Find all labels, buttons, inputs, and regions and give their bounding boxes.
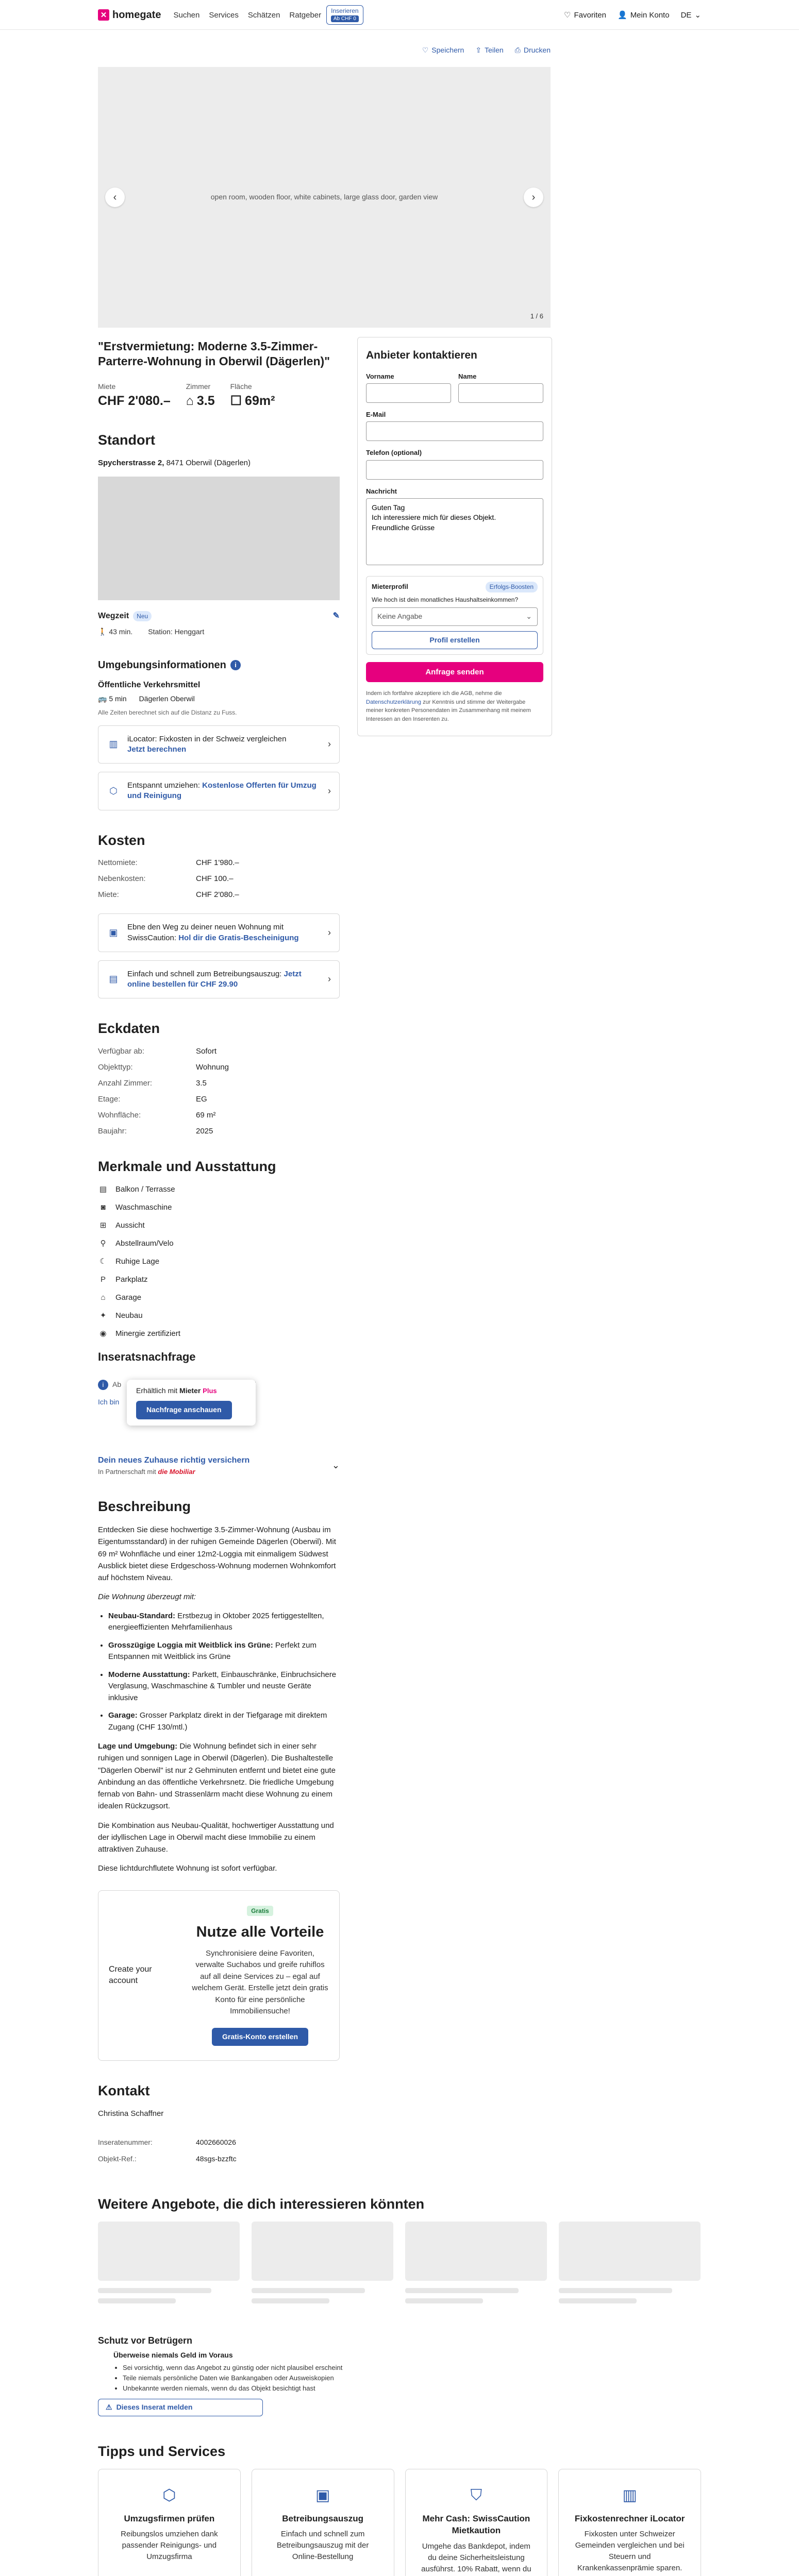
description-bullet (108, 1710, 340, 1733)
tip-title: Fixkostenrechner iLocator (574, 2513, 685, 2523)
description-text (98, 1524, 340, 1875)
nav-ratgeber[interactable] (289, 10, 321, 21)
bullet-bold: Neubau-Standard: (108, 1611, 176, 1620)
card-text: Entspannt umziehen: (127, 781, 200, 790)
feature-item (98, 1328, 340, 1339)
key-facts (98, 382, 340, 410)
nav-suchen[interactable] (173, 10, 199, 21)
nav-label: Ratgeber (289, 10, 322, 20)
tip-title: Umzugsfirmen prüfen (124, 2513, 215, 2523)
feature-label: Garage (115, 1293, 142, 1302)
features-heading: Merkmale und Ausstattung (98, 1159, 276, 1175)
address-city: 8471 Oberwil (Dägerlen) (166, 458, 251, 467)
map-icon: ▥ (622, 2486, 637, 2504)
send-inquiry-button[interactable]: Anfrage senden (366, 662, 543, 682)
swisscaution-card[interactable] (98, 913, 340, 952)
bus-icon: 🚌 (98, 694, 107, 703)
shield-icon: ⛉ (470, 2486, 482, 2504)
fraud-item: • Unbekannte werden niemals, wenn du das Objekt besichtigt hast (123, 2383, 701, 2394)
user-icon: 👤 (618, 10, 627, 20)
tenant-profile-box (366, 576, 543, 655)
detail-value: 2025 (196, 1127, 213, 1136)
print-button[interactable] (515, 45, 551, 56)
document-icon: ▤ (109, 974, 118, 985)
detail-value: Sofort (196, 1047, 217, 1056)
tip-card (98, 2469, 241, 2576)
contact-form (357, 337, 552, 737)
tip-text: Fixkosten unter Schweizer Gemeinden vergleichen und bei Steuern und Krankenkassenprämie sparen. (575, 2530, 685, 2572)
share-label: Teilen (485, 46, 504, 54)
tip-card (252, 2469, 394, 2576)
account-promo (98, 1890, 340, 2061)
info-icon[interactable]: i (230, 660, 241, 670)
feature-item (98, 1238, 340, 1249)
email-input[interactable] (366, 421, 543, 441)
transport-heading: Öffentliche Verkehrsmittel (98, 680, 201, 689)
tip-text: Reibungslos umziehen dank passender Reinigungs- und Umzugsfirma (121, 2530, 218, 2561)
language-label: DE (680, 10, 692, 20)
contact-heading: Kontakt (98, 2083, 150, 2099)
cost-value: CHF 2'080.– (196, 890, 239, 900)
tip-card (405, 2469, 548, 2576)
bullet-text: Grosser Parkplatz direkt in der Tiefgarage mit direktem Zugang (CHF 130/mtl.) (108, 1711, 327, 1732)
inquiry-popover (127, 1380, 256, 1426)
nav-label: Schätzen (247, 10, 280, 20)
details-heading: Eckdaten (98, 1021, 160, 1037)
location-map[interactable] (98, 477, 340, 600)
lastname-label: Name (458, 372, 477, 380)
insert-button[interactable] (326, 5, 363, 25)
create-account-button[interactable]: Gratis-Konto erstellen (212, 2028, 308, 2046)
print-label: Drucken (523, 46, 551, 54)
homegate-logo[interactable] (98, 8, 161, 22)
transport-row (98, 694, 340, 704)
gratis-badge: Gratis (247, 1906, 273, 1917)
travel-time-row (98, 627, 340, 637)
detail-value: 69 m² (196, 1111, 216, 1120)
gallery-image-caption: open room, wooden floor, white cabinets, large glass door, garden view (210, 192, 438, 201)
moving-offers-card[interactable] (98, 772, 340, 810)
profile-badge: Erfolgs-Boosten (486, 582, 538, 592)
tips-grid (98, 2469, 701, 2576)
balcony-icon: ▤ (99, 1184, 107, 1194)
new-badge: Neu (133, 611, 152, 622)
insurance-sub: In Partnerschaft mit (98, 1468, 156, 1476)
detail-value: 3.5 (196, 1079, 207, 1088)
contact-form-heading: Anbieter kontaktieren (366, 349, 477, 361)
cost-key: Nettomiete: (98, 858, 138, 868)
popover-text: Erhältlich mit (136, 1386, 178, 1395)
popover-bold: Mieter (179, 1386, 201, 1395)
travel-time-label: Wegzeit (98, 611, 129, 620)
costs-table (98, 857, 340, 900)
detail-value: Wohnung (196, 1063, 229, 1072)
privacy-link[interactable]: Datenschutzerklärung (366, 699, 422, 705)
travel-time-header (98, 611, 340, 622)
debt-extract-card[interactable] (98, 960, 340, 999)
id-key: Objekt-Ref.: (98, 2154, 137, 2163)
report-label: Dieses Inserat melden (116, 2403, 193, 2412)
feature-label: Aussicht (115, 1221, 145, 1230)
nav-services[interactable] (209, 10, 239, 21)
plus-badge: Plus (203, 1386, 217, 1395)
nav-label: Services (209, 10, 239, 20)
profile-label: Mieterprofil (372, 583, 408, 591)
legal-start: Indem ich fortfahre akzeptiere ich die AGB, nehme die (366, 690, 502, 697)
income-question: Wie hoch ist dein monatliches Haushaltseinkommen? (372, 596, 519, 603)
logo-icon: ✕ (98, 9, 109, 21)
message-label: Nachricht (366, 487, 397, 495)
card-text: Ebne den Weg zu deiner neuen Wohnung mit SwissCaution: (127, 923, 284, 942)
feature-item (98, 1220, 340, 1231)
account-label: Mein Konto (630, 10, 670, 20)
card-link-text: Hol dir die Gratis-Bescheinigung (178, 933, 299, 942)
firstname-label: Vorname (366, 372, 394, 380)
offers-list (98, 2222, 701, 2303)
info-icon: i (98, 1380, 108, 1390)
document-icon: ▣ (109, 927, 118, 938)
description-bullet (108, 1611, 340, 1634)
cost-key: Nebenkosten: (98, 874, 146, 884)
chevron-left-icon: ‹ (113, 191, 117, 203)
rent-value: CHF 2'080.– (98, 393, 171, 408)
tip-title: Betreibungsauszug (282, 2513, 363, 2523)
phone-label: Telefon (optional) (366, 449, 422, 457)
bicycle-icon: ⚲ (100, 1239, 106, 1248)
detail-key: Baujahr: (98, 1127, 127, 1136)
rent-label: Miete (98, 382, 116, 391)
feature-item (98, 1202, 340, 1213)
chevron-down-icon: ⌄ (694, 10, 701, 20)
costs-heading: Kosten (98, 832, 145, 848)
insurance-title: Dein neues Zuhause richtig versichern (98, 1455, 250, 1465)
transport-place: Dägerlen Oberwil (139, 694, 195, 703)
inquiry-text-start: Ab (112, 1380, 122, 1388)
inquiry-section (98, 1380, 340, 1442)
description-intro: Die Wohnung überzeugt mit: (98, 1592, 196, 1602)
promo-text: Synchronisiere deine Favoriten, verwalte Suchabos und greife ruhiflos auf all deine Services zu – egal auf welchem Gerät. Erstelle jetzt dein gratis Konto für eine persönliche Immobiliensuche! (192, 1948, 328, 2016)
bullet-text: Erstbezug in Oktober 2025 fertiggestellten, energieeffizienten Mehrfamilienhaus (108, 1611, 324, 1632)
fraud-title: Überweise niemals Geld im Voraus (113, 2351, 233, 2360)
area-icon: ☐ (230, 393, 242, 408)
site-header (0, 0, 799, 30)
offer-placeholder[interactable] (405, 2222, 547, 2303)
quiet-icon: ☾ (99, 1257, 107, 1266)
phone-input[interactable] (366, 460, 543, 480)
map-icon: ▥ (109, 739, 118, 750)
box-icon: ⬡ (162, 2486, 176, 2504)
description-heading: Beschreibung (98, 1499, 191, 1515)
message-textarea[interactable] (366, 498, 543, 565)
main-nav (173, 10, 321, 21)
bullet-text: Parkett, Einbauschränke, Einbruchsichere Verglasung, Waschmaschine & Tumbler und neuste Geräte inklusive (108, 1670, 337, 1702)
promo-left-text: Create your account (109, 1964, 152, 1986)
promo-title: Nutze alle Vorteile (196, 1923, 324, 1940)
tip-text: Umgehe das Bankdepot, indem du deine Sicherheitsleistung ausführst. 10% Rabatt, wenn du (421, 2542, 531, 2573)
certificate-icon: ◉ (99, 1329, 107, 1338)
image-gallery[interactable] (98, 67, 551, 328)
description-paragraph: Entdecken Sie diese hochwertige 3.5-Zimmer-Wohnung (Ausbau im Eigentumsstandard) in der ruhigen Gemeinde Dägerlen (Oberwil). Mit 69 m² Wohnfläche und einer 12m2-Loggia mit einmaligem Südwest Ausblick bietet diese Erdgeschoss-Wohnung modernen Wohnkomfort auf höchstem Niveau. (98, 1526, 336, 1583)
lastname-input[interactable] (458, 383, 543, 403)
card-link-text: Kostenlose Offerten für Umzug und Reinigung (127, 781, 317, 801)
listing-title: "Erstvermietung: Moderne 3.5-Zimmer-Parterre-Wohnung in Oberwil (Dägerlen)" (98, 339, 330, 368)
feature-item (98, 1256, 340, 1267)
tip-title: Mehr Cash: SwissCaution Mietkaution (422, 2513, 530, 2536)
inquiry-heading: Inseratsnachfrage (98, 1350, 196, 1363)
location-heading: Standort (98, 432, 155, 448)
insert-sublabel: Ab CHF 0 (331, 15, 358, 22)
create-profile-button[interactable]: Profil erstellen (372, 631, 538, 650)
card-text: iLocator: Fixkosten in der Schweiz vergleichen (127, 734, 287, 743)
main-column (98, 328, 340, 2164)
income-select[interactable] (372, 607, 538, 626)
chevron-down-icon: ⌄ (331, 1460, 340, 1471)
area-label: Fläche (230, 382, 252, 391)
feature-item (98, 1310, 340, 1321)
garage-icon: ⌂ (101, 1293, 106, 1302)
income-value: Keine Angabe (377, 612, 423, 620)
language-switcher[interactable] (681, 10, 701, 21)
contact-person: Christina Schaffner (98, 2109, 164, 2118)
card-text: Einfach und schnell zum Betreibungsauszug: (127, 969, 282, 978)
walk-icon: 🚶 (98, 628, 107, 636)
transport-time: 5 min (109, 694, 127, 703)
warning-icon: ⚠ (106, 2403, 112, 2412)
feature-label: Neubau (115, 1311, 143, 1320)
print-icon: ⎙ (514, 46, 521, 54)
walk-time: 43 min. (109, 628, 133, 636)
save-label: Speichern (431, 46, 464, 54)
feature-label: Balkon / Terrasse (115, 1184, 175, 1194)
account-link[interactable] (618, 10, 670, 21)
bullet-text: Perfekt zum Entspannen mit Weitblick ins Grüne (108, 1640, 317, 1662)
offer-placeholder[interactable] (559, 2222, 701, 2303)
fraud-item: • Teile niemals persönliche Daten wie Bankangaben oder Ausweiskopien (123, 2373, 701, 2383)
description-bullet (108, 1669, 340, 1704)
cost-value: CHF 100.– (196, 874, 234, 884)
detail-key: Etage: (98, 1095, 121, 1104)
box-icon: ⬡ (109, 785, 118, 796)
feature-label: Waschmaschine (115, 1202, 172, 1212)
description-paragraph: Diese lichtdurchflutete Wohnung ist sofort verfügbar. (98, 1864, 277, 1873)
nav-label: Suchen (173, 10, 200, 20)
address (98, 457, 340, 468)
insurance-accordion[interactable] (98, 1455, 340, 1477)
logo-text: homegate (112, 9, 161, 21)
feature-item (98, 1274, 340, 1285)
card-link-text: Jetzt berechnen (127, 744, 187, 754)
legal-end: zur Kenntnis und stimme der Weitergabe meiner konkreten Personendaten im Zusammenhang mit meinem Interessen an den Inserenten zu. (366, 699, 531, 722)
gallery-prev-button[interactable] (105, 188, 125, 207)
washing-machine-icon: ◙ (101, 1202, 106, 1212)
save-button[interactable] (422, 45, 464, 56)
bullet-bold: Moderne Ausstattung: (108, 1670, 190, 1679)
ilocator-card[interactable] (98, 725, 340, 764)
feature-label: Minergie zertifiziert (115, 1329, 180, 1338)
fraud-item: • Sei vorsichtig, wenn das Angebot zu günstig oder nicht plausibel erscheint (123, 2363, 701, 2373)
chevron-right-icon: › (328, 974, 331, 985)
fraud-heading: Schutz vor Betrügern (98, 2335, 193, 2346)
description-bullet (108, 1640, 340, 1663)
email-label: E-Mail (366, 411, 386, 419)
card-link-text: Jetzt online bestellen für CHF 29.90 (127, 969, 302, 989)
area-value: 69m² (245, 393, 275, 408)
description-paragraph: Die Wohnung befindet sich in einer sehr ruhigen und sonnigen Lage in Oberwil (Dägerlen). Die Bushaltestelle "Dägerlen Oberwil" ist nur 2 Gehminuten entfernt und bietet eine gute Anbindung an das öffentliche Verkehrsnetz. Die friedliche Umgebung fernab von Bahn- und Strassenlärm macht diese Wohnung zu einem idealen Rückzugsort. (98, 1742, 336, 1811)
chevron-down-icon: ⌄ (526, 612, 532, 620)
description-paragraph: Die Kombination aus Neubau-Qualität, hochwertiger Ausstattung und der idyllischen Lage in Oberwil macht diese Immobilie zu einem attraktiven Zuhause. (98, 1821, 334, 1854)
parking-icon: P (100, 1275, 106, 1284)
feature-item (98, 1292, 340, 1303)
edit-icon[interactable]: ✎ (332, 611, 340, 620)
detail-value: EG (196, 1095, 207, 1104)
chevron-right-icon: › (328, 927, 331, 938)
tip-card (558, 2469, 701, 2576)
bullet-bold: Garage: (108, 1711, 138, 1720)
favorites-label: Favoriten (574, 10, 606, 20)
share-button[interactable] (475, 45, 503, 56)
detail-key: Verfügbar ab: (98, 1047, 145, 1056)
detail-key: Anzahl Zimmer: (98, 1079, 153, 1088)
cost-value: CHF 1'980.– (196, 858, 239, 868)
legal-text (366, 689, 543, 723)
rooms-label: Zimmer (186, 382, 211, 391)
share-icon: ⇪ (475, 46, 482, 54)
heart-icon: ♡ (564, 10, 571, 20)
station-name: Station: Henggart (148, 628, 205, 636)
listing-ids (98, 2138, 340, 2164)
house-icon: ⌂ (186, 393, 194, 408)
id-value: 4002660026 (196, 2138, 236, 2146)
detail-key: Wohnfläche: (98, 1111, 141, 1120)
detail-key: Objekttyp: (98, 1063, 133, 1072)
details-table (98, 1046, 340, 1137)
transport-note: Alle Zeiten berechnet sich auf die Distanz zu Fuss. (98, 708, 237, 716)
offer-placeholder[interactable] (98, 2222, 240, 2303)
contact-sidebar (357, 326, 552, 737)
new-building-icon: ✦ (99, 1311, 107, 1320)
address-street: Spycherstrasse 2, (98, 458, 164, 467)
view-inquiry-button[interactable]: Nachfrage anschauen (136, 1401, 232, 1419)
tips-heading: Tipps und Services (98, 2443, 226, 2459)
fraud-protection (98, 2334, 701, 2416)
offer-placeholder[interactable] (252, 2222, 393, 2303)
id-key: Inseratenummer: (98, 2138, 153, 2146)
surroundings-heading (98, 658, 340, 672)
favorites-link[interactable] (564, 10, 606, 21)
chevron-right-icon: › (328, 785, 331, 796)
bullet-bold: Grosszügige Loggia mit Weitblick ins Grüne: (108, 1640, 273, 1650)
description-bold: Lage und Umgebung: (98, 1742, 178, 1751)
id-value: 48sgs-bzzftc (196, 2154, 237, 2163)
firstname-input[interactable] (366, 383, 451, 403)
feature-item (98, 1184, 340, 1195)
feature-label: Abstellraum/Velo (115, 1239, 174, 1248)
report-listing-button[interactable] (98, 2399, 263, 2416)
gallery-counter: 1 / 6 (530, 312, 543, 320)
gallery-next-button[interactable] (524, 188, 543, 207)
more-offers-heading: Weitere Angebote, die dich interessieren könnten (98, 2196, 425, 2212)
inquiry-link[interactable]: Ich bin (98, 1397, 120, 1406)
mobiliar-logo: die Mobiliar (158, 1468, 195, 1476)
rooms-value: 3.5 (196, 393, 215, 408)
view-icon: ⊞ (99, 1221, 107, 1230)
cost-key: Miete: (98, 890, 119, 900)
insert-label: Inserieren (331, 7, 359, 14)
features-list (98, 1184, 340, 1339)
tip-text: Einfach und schnell zum Betreibungsauszug mit der Online-Bestellung (276, 2530, 369, 2561)
heart-icon: ♡ (422, 46, 429, 54)
chevron-right-icon: › (328, 739, 331, 750)
surroundings-title: Umgebungsinformationen (98, 659, 226, 671)
feature-label: Parkplatz (115, 1275, 148, 1284)
nav-schaetzen[interactable] (248, 10, 280, 21)
feature-label: Ruhige Lage (115, 1257, 160, 1266)
document-icon: ▣ (315, 2486, 330, 2504)
chevron-right-icon: › (531, 191, 536, 203)
